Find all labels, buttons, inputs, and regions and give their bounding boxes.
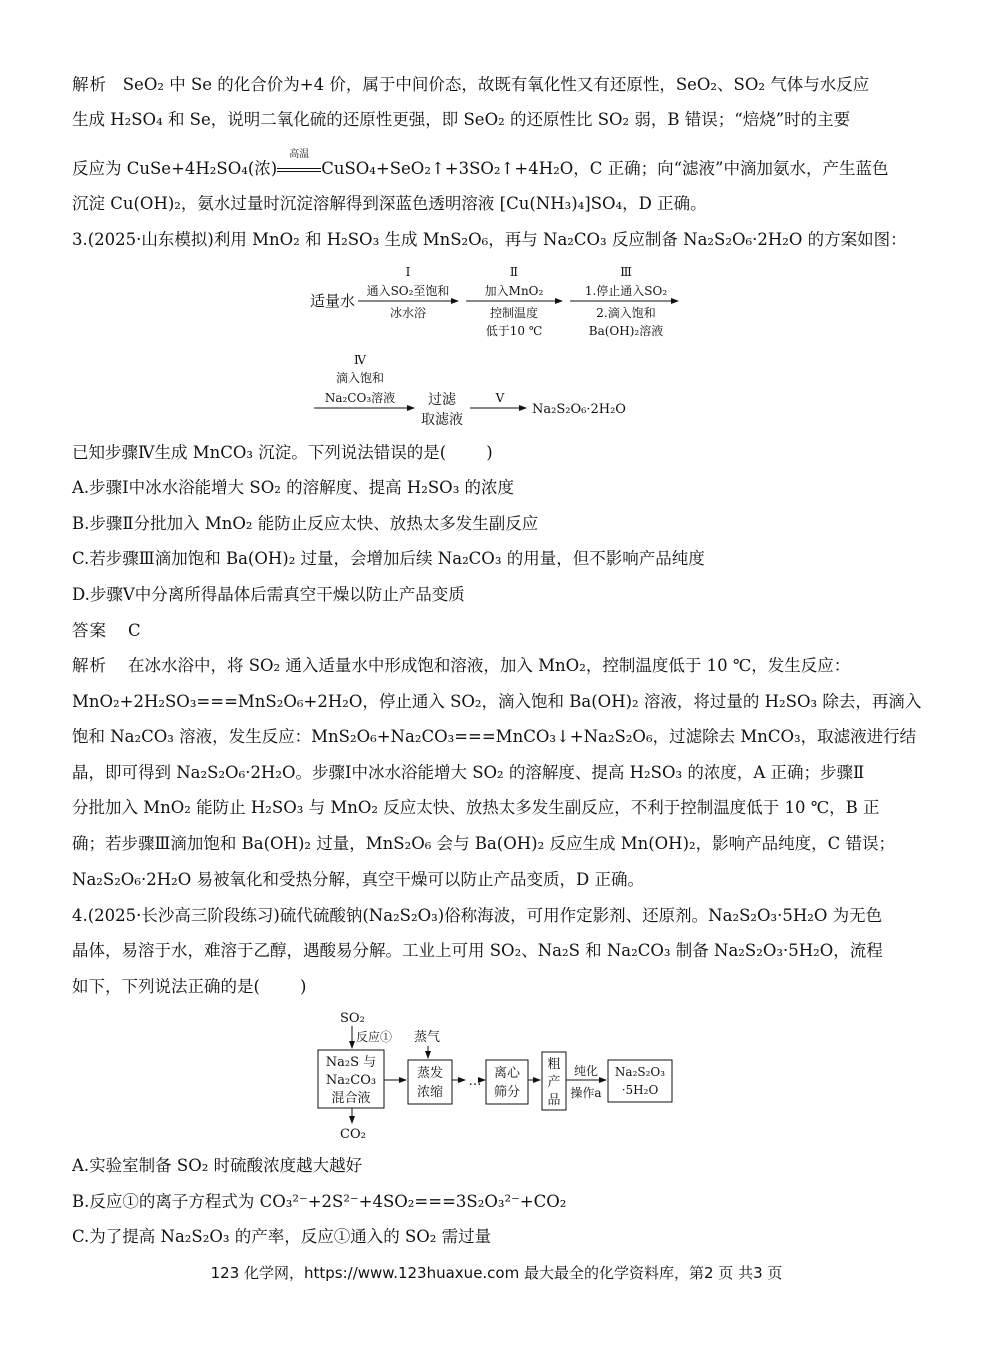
q3-flowchart [300,262,700,432]
box-mixture-line-2: Na₂CO₃ [325,1073,377,1088]
analysis-prev-line-3: 反应为 CuSe+4H₂SO₄(浓) 高温 CuSO₄+SeO₂↑+3SO₂↑+4H₂O，C 正确；向“滤液”中滴加氨水，产生蓝色 [72,151,922,187]
box-centrifuge-line-2: 筛分 [493,1085,521,1100]
step-2-bottom-2: 低于10 ℃ [485,324,543,338]
step-5-num: Ⅴ [495,391,505,405]
box-centrifuge-line-1: 离心 [493,1066,521,1081]
flow-purify-1: 纯化 [573,1064,599,1078]
box-mixture-line-3: 混合液 [331,1091,371,1106]
flow-product: Na₂S₂O₆·2H₂O [532,402,626,417]
q3-analysis-line-1: 解析 在冰水浴中，将 SO₂ 通入适量水中形成饱和溶液，加入 MnO₂，控制温度低于 10 ℃，发生反应： [72,656,851,675]
flow-reaction-1: 反应① [356,1030,393,1044]
q3-option-b: B.步骤Ⅱ分批加入 MnO₂ 能防止反应太快、放热太多发生副反应 [72,514,539,533]
q4-stem-line-3: 如下，下列说法正确的是( ) [72,977,307,996]
step-filter-1: 过滤 [428,392,456,408]
step-1-bottom: 冰水浴 [389,306,427,320]
q4-option-b: B.反应①的离子方程式为 CO₃²⁻+2S²⁻+4SO₂===3S₂O₃²⁻+CO₂ [72,1192,567,1211]
reaction-condition-arrow: 高温 [277,151,321,187]
flow-purify-2: 操作a [570,1086,602,1100]
flow-ellipsis: … [468,1074,482,1089]
q4-stem-line-1: 4.(2025·长沙高三阶段练习)硫代硫酸钠(Na₂S₂O₃)俗称海波，可用作定影剂、还原剂。Na₂S₂O₃·5H₂O 为无色 [72,906,883,925]
flow-steam: 蒸气 [414,1030,441,1045]
flow-start-water: 适量水 [310,292,356,310]
step-1-top: 通入SO₂至饱和 [366,284,450,298]
flow-so2-in: SO₂ [340,1011,365,1026]
q4-option-a: A.实验室制备 SO₂ 时硫酸浓度越大越好 [72,1156,363,1175]
box-evaporate-line-2: 浓缩 [416,1085,444,1100]
q3-analysis-line-2: MnO₂+2H₂SO₃===MnS₂O₆+2H₂O，停止通入 SO₂，滴入饱和 Ba(OH)₂ 溶液，将过量的 H₂SO₃ 除去，再滴入 [72,692,922,711]
q3-option-a: A.步骤Ⅰ中冰水浴能增大 SO₂ 的溶解度、提高 H₂SO₃ 的浓度 [72,478,515,497]
box-crude-line-2: 产 [547,1075,561,1090]
box-final-line-1: Na₂S₂O₃ [614,1065,666,1079]
step-1-num: Ⅰ [405,265,411,279]
flow-co2-out: CO₂ [340,1127,366,1142]
step-2-num: Ⅱ [509,265,519,279]
q3-analysis-line-7: Na₂S₂O₆·2H₂O 易被氧化和受热分解，真空干燥可以防止产品变质，D 正确。 [72,870,644,889]
q4-option-c: C.为了提高 Na₂S₂O₃ 的产率，反应①通入的 SO₂ 需过量 [72,1227,492,1246]
box-crude-line-3: 品 [547,1093,561,1108]
step-2-bottom-1: 控制温度 [489,306,539,320]
step-3-top: 1.停止通入SO₂ [584,284,668,298]
q4-stem-line-2: 晶体，易溶于水，难溶于乙醇，遇酸易分解。工业上可用 SO₂、Na₂S 和 Na₂CO₃ 制备 Na₂S₂O₃·5H₂O，流程 [72,941,883,960]
analysis-prev-line-2: 生成 H₂SO₄ 和 Se，说明二氧化硫的还原性更强，即 SeO₂ 的还原性比 SO₂ 弱，B 错误；“焙烧”时的主要 [72,110,851,129]
page-footer: 123 化学网，https://www.123huaxue.com 最大最全的化学资料库，第2 页 共3 页 [210,1264,783,1282]
step-3-num: Ⅲ [620,265,632,279]
box-crude-line-1: 粗 [547,1057,561,1072]
step-3-bottom-2: Ba(OH)₂溶液 [588,324,664,338]
q3-analysis-line-4: 晶，即可得到 Na₂S₂O₆·2H₂O。步骤Ⅰ中冰水浴能增大 SO₂ 的溶解度、提高 H₂SO₃ 的浓度，A 正确；步骤Ⅱ [72,763,865,782]
q3-analysis-line-6: 确；若步骤Ⅲ滴加饱和 Ba(OH)₂ 过量，MnS₂O₆ 会与 Ba(OH)₂ 反应生成 Mn(OH)₂，影响产品纯度，C 错误； [72,834,895,853]
step-2-top: 加入MnO₂ [484,284,544,298]
analysis-prev-line-1: 解析 SeO₂ 中 Se 的化合价为+4 价，属于中间价态，故既有氧化性又有还原性，SeO₂、SO₂ 气体与水反应 [72,75,870,94]
q3-option-c: C.若步骤Ⅲ滴加饱和 Ba(OH)₂ 过量，会增加后续 Na₂CO₃ 的用量，但不影响产品纯度 [72,549,705,568]
q3-analysis-line-5: 分批加入 MnO₂ 能防止 H₂SO₃ 与 MnO₂ 反应太快、放热太多发生副反应，不利于控制温度低于 10 ℃，B 正 [72,798,880,817]
step-4-num: Ⅳ [354,353,366,367]
box-evaporate-line-1: 蒸发 [416,1066,444,1081]
q3-option-d: D.步骤Ⅴ中分离所得晶体后需真空干燥以防止产品变质 [72,585,465,604]
q4-flowchart [300,1008,690,1143]
q3-stem: 3.(2025·山东模拟)利用 MnO₂ 和 H₂SO₃ 生成 MnS₂O₆，再与 Na₂CO₃ 反应制备 Na₂S₂O₆·2H₂O 的方案如图： [72,230,907,249]
step-4-top-1: 滴入饱和 [335,371,385,385]
q3-note: 已知步骤Ⅳ生成 MnCO₃ 沉淀。下列说法错误的是( ) [72,443,493,462]
step-3-bottom-1: 2.滴入饱和 [596,306,656,320]
box-mixture-line-1: Na₂S 与 [325,1055,377,1070]
step-filter-2: 取滤液 [421,412,463,428]
q3-analysis-line-3: 饱和 Na₂CO₃ 溶液，发生反应：MnS₂O₆+Na₂CO₃===MnCO₃↓+Na₂S₂O₆，过滤除去 MnCO₃，取滤液进行结 [72,727,917,746]
analysis-prev-line-4: 沉淀 Cu(OH)₂，氨水过量时沉淀溶解得到深蓝色透明溶液 [Cu(NH₃)₄]SO₄，D 正确。 [72,194,707,213]
q3-answer: 答案 C [72,621,141,640]
box-final-line-2: ·5H₂O [621,1083,659,1097]
step-4-top-2: Na₂CO₃溶液 [324,391,396,405]
